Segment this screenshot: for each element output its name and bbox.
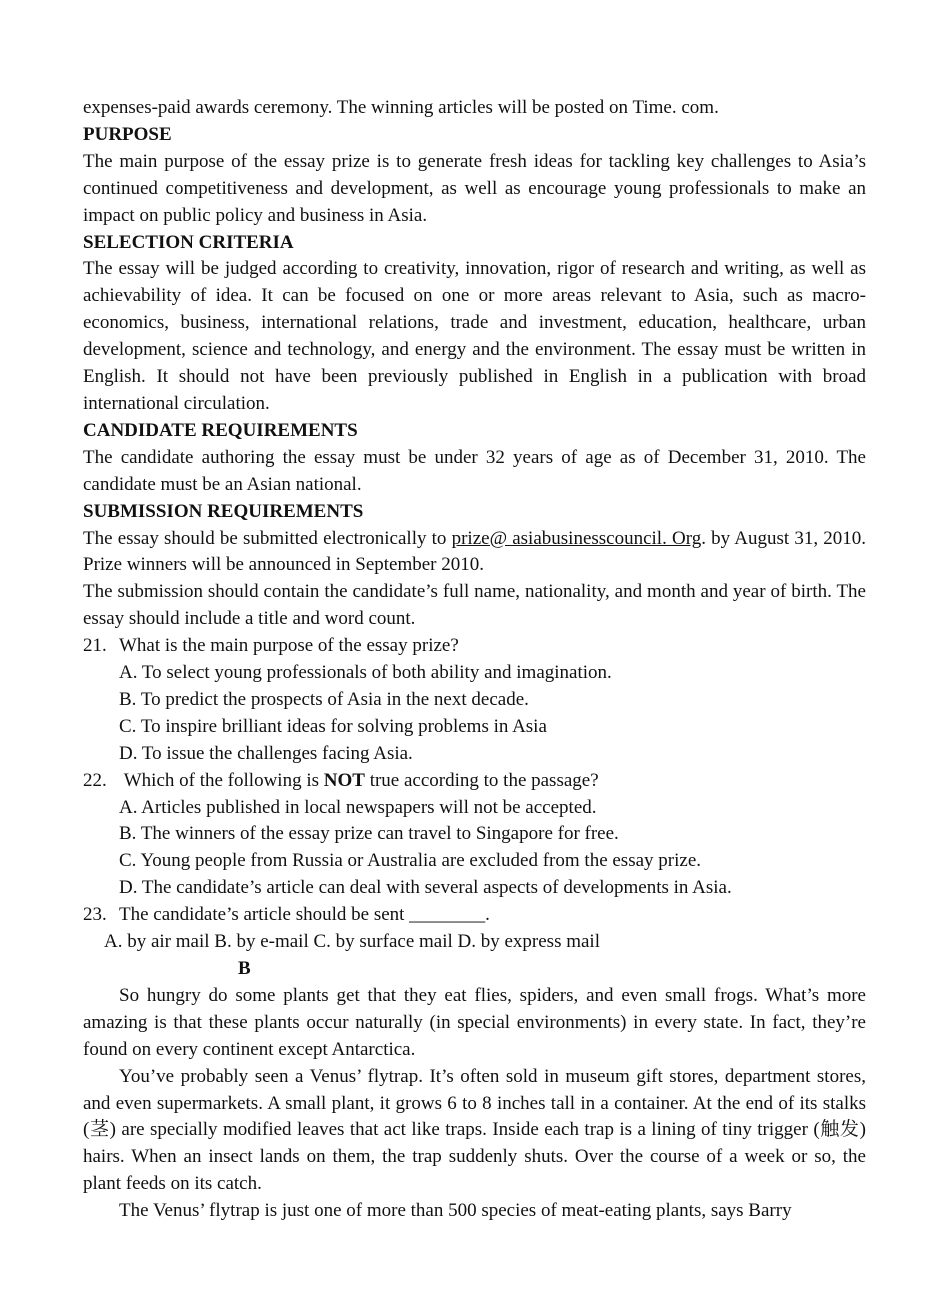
q21-option-b: B. To predict the prospects of Asia in the next decade. <box>119 688 529 710</box>
question-21 <box>83 633 866 660</box>
document-page <box>83 95 866 1225</box>
submission-text-after: . by August 31, 2010. Prize winners will be announced in September 2010. <box>83 527 866 576</box>
submission-heading: SUBMISSION REQUIREMENTS <box>83 500 364 522</box>
q23-options: A. by air mail B. by e-mail C. by surface mail D. by express mail <box>104 931 600 953</box>
q22-option-c: C. Young people from Russia or Australia are excluded from the essay prize. <box>119 850 702 872</box>
question-number: 21. <box>83 635 107 657</box>
question-stem: The candidate’s article should be sent ________. <box>119 904 490 926</box>
question-22 <box>83 768 866 795</box>
candidate-heading: CANDIDATE REQUIREMENTS <box>83 419 358 441</box>
question-stem: What is the main purpose of the essay prize? <box>119 635 459 657</box>
question-23 <box>83 902 866 929</box>
intro-line: expenses-paid awards ceremony. The winning articles will be posted on Time. com. <box>83 97 719 118</box>
purpose-text: The main purpose of the essay prize is to generate fresh ideas for tackling key challenges to Asia’s continued competitiveness and development, as well as encourage young professionals to make an impact on public policy and business in Asia. <box>83 150 866 226</box>
section-b-paragraph-2: You’ve probably seen a Venus’ flytrap. It’s often sold in museum gift stores, department stores, and even supermarkets. A small plant, it grows 6 to 8 inches tall in a container. At the end of its stalks (茎) are specially modified leaves that act like traps. Inside each trap is a lining of tiny trigger (触发) hairs. When an insect lands on them, the trap suddenly shuts. Over the course of a week or so, the plant feeds on its catch. <box>83 1065 866 1195</box>
q21-option-a: A. To select young professionals of both ability and imagination. <box>119 662 612 684</box>
q22-stem-after: true according to the passage? <box>364 769 599 791</box>
section-b-paragraph-3: The Venus’ flytrap is just one of more than 500 species of meat-eating plants, says Barry <box>119 1200 792 1222</box>
submission-text-2: The submission should contain the candidate’s full name, nationality, and month and year of birth. The essay should include a title and word count. <box>83 581 866 630</box>
section-b-paragraph-1: So hungry do some plants get that they eat flies, spiders, and even small frogs. What’s more amazing is that these plants occur naturally (in special environments) in every state. In fact, they’re found on every continent except Antarctica. <box>83 984 866 1060</box>
q22-option-b: B. The winners of the essay prize can travel to Singapore for free. <box>119 823 619 845</box>
email-link[interactable]: prize@ asiabusinesscouncil. Org <box>451 527 702 549</box>
selection-heading: SELECTION CRITERIA <box>83 231 294 253</box>
submission-text <box>83 526 866 580</box>
q22-stem-before: Which of the following is <box>123 769 324 791</box>
candidate-text: The candidate authoring the essay must be under 32 years of age as of December 31, 2010. The candidate must be an Asian national. <box>83 446 866 495</box>
q22-stem-bold: NOT <box>323 769 365 791</box>
q22-option-d: D. The candidate’s article can deal with several aspects of developments in Asia. <box>119 877 732 899</box>
q21-option-d: D. To issue the challenges facing Asia. <box>119 742 413 764</box>
submission-text-before: The essay should be submitted electronically to <box>83 527 452 549</box>
question-stem <box>119 768 599 795</box>
selection-text: The essay will be judged according to creativity, innovation, rigor of research and writing, as well as achievability of idea. It can be focused on one or more areas relevant to Asia, such as macro-economics, business, international relations, trade and investment, education, healthcare, urban development, science and technology, and energy and the environment. The essay must be written in English. It should not have been previously published in English in a publication with broad international circulation. <box>83 258 866 414</box>
q21-option-c: C. To inspire brilliant ideas for solving problems in Asia <box>119 715 547 737</box>
section-b-label: B <box>238 958 251 979</box>
question-number: 22. <box>83 769 107 791</box>
question-number: 23. <box>83 904 107 926</box>
q22-option-a: A. Articles published in local newspapers will not be accepted. <box>119 796 597 818</box>
purpose-heading: PURPOSE <box>83 123 172 145</box>
